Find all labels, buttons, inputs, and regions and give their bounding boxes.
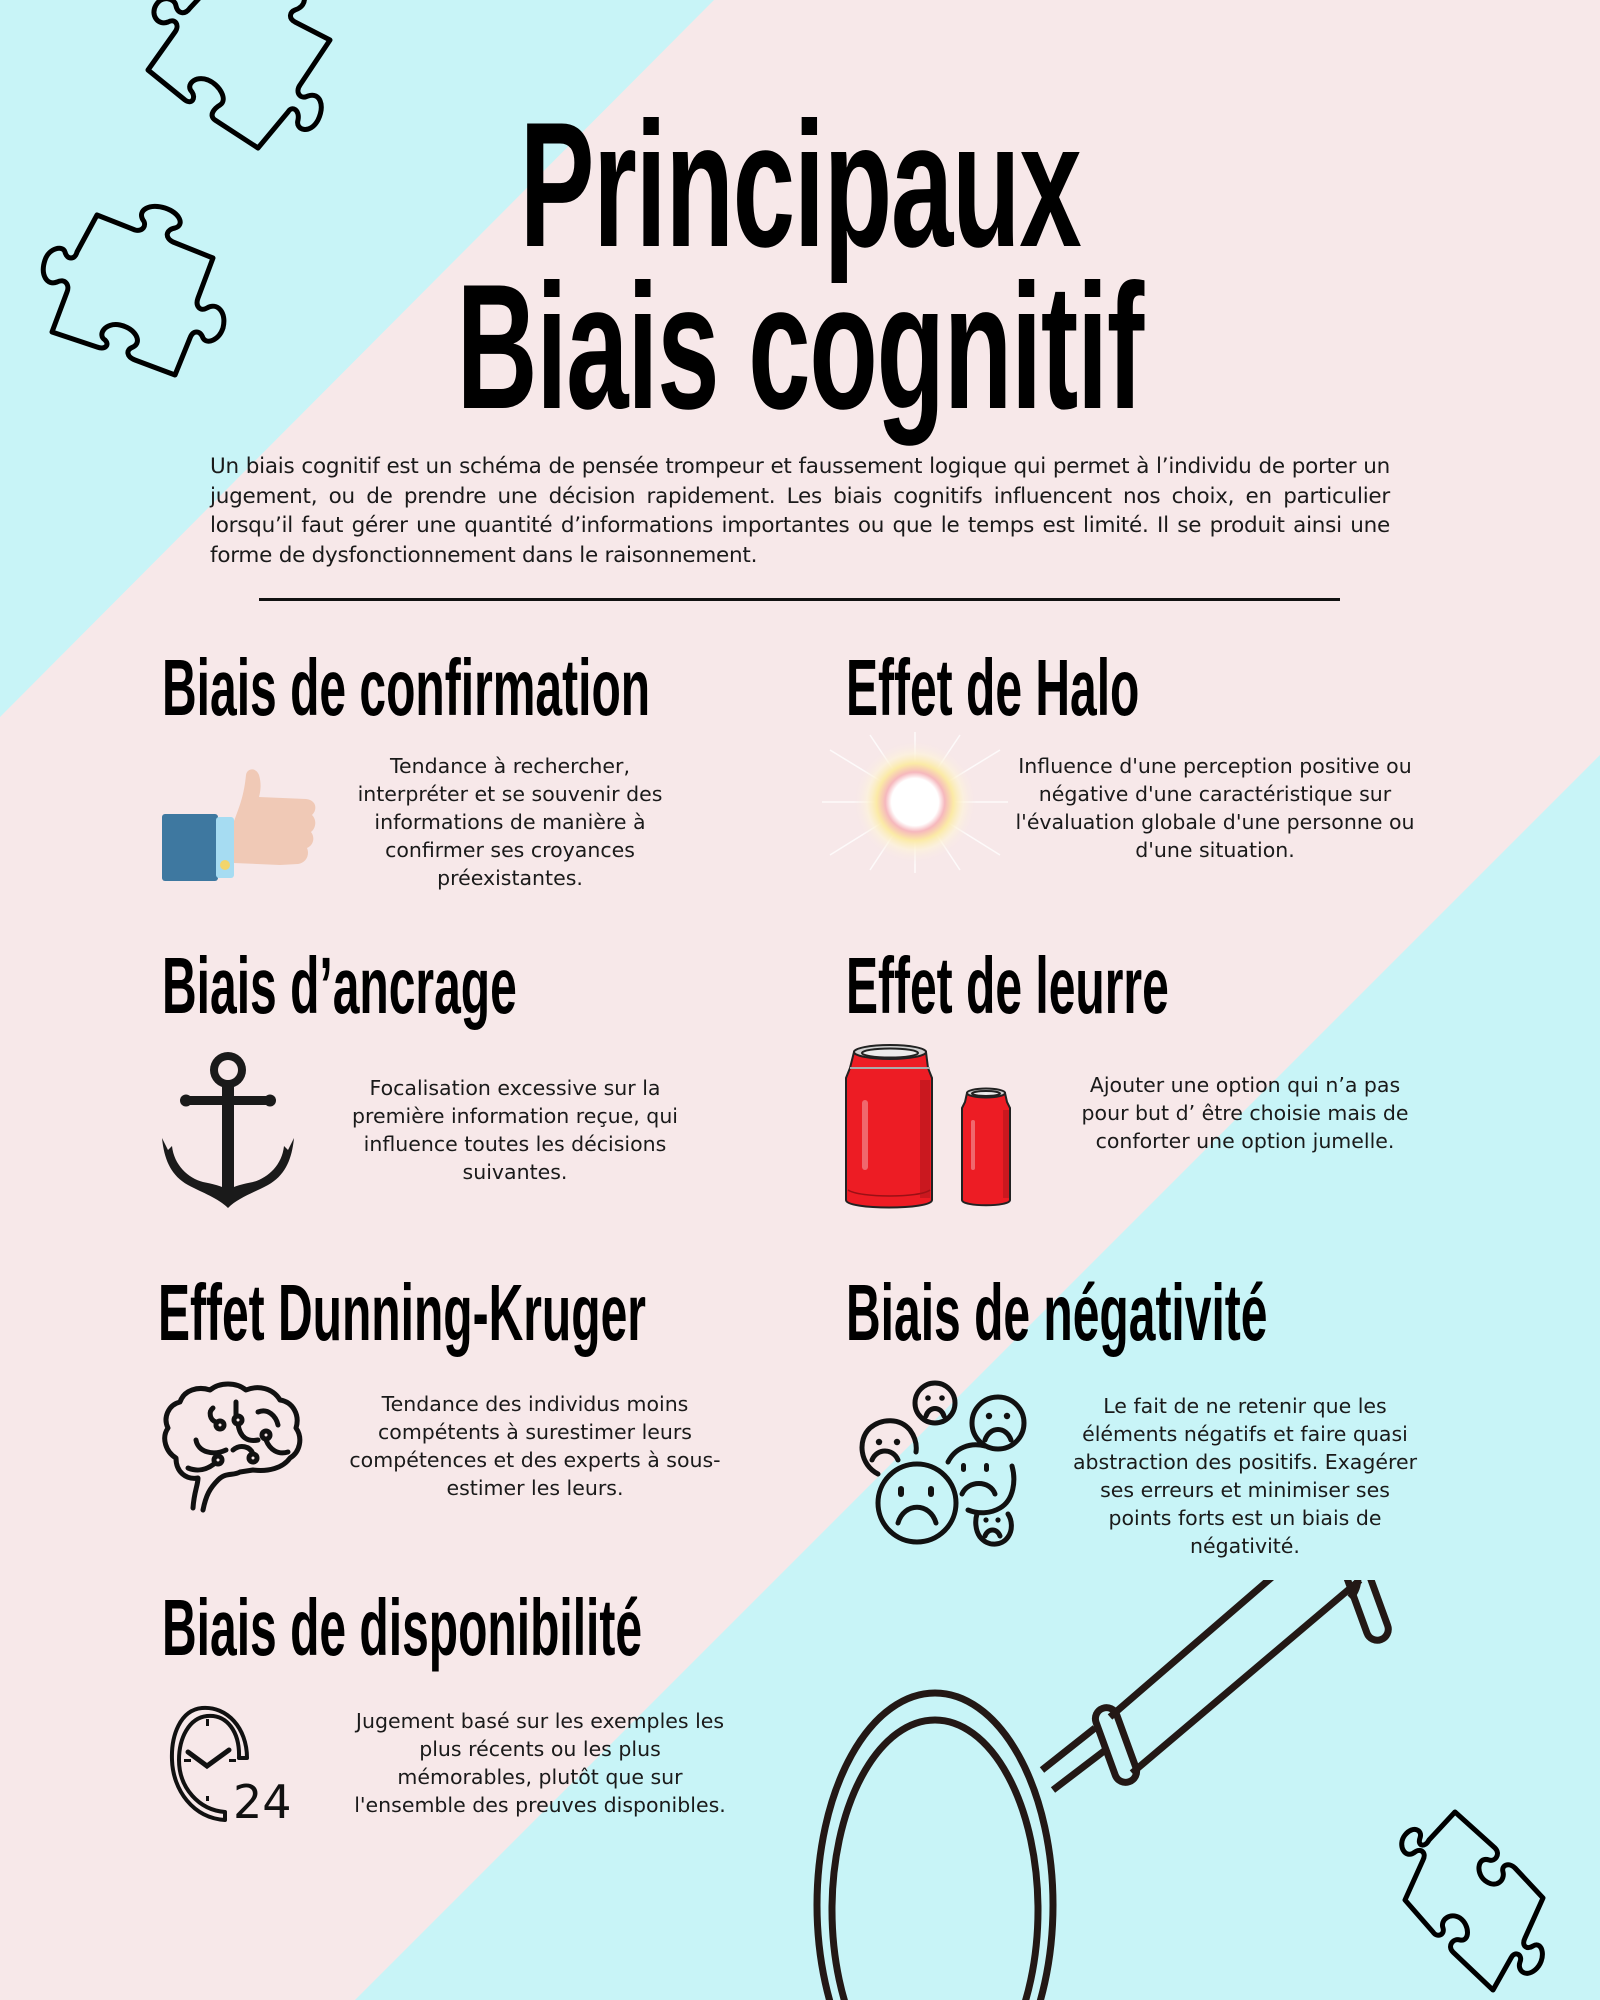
thumbs-up-icon (160, 765, 320, 885)
description-effet-de-leurre: Ajouter une option qui n’a pas pour but d’ être choisie mais de conforter une option jumelle. (1081, 1073, 1409, 1153)
description-biais-de-disponibilite: Jugement basé sur les exemples les plus récents ou les plus mémorables, plutôt que sur l'ensemble des preuves disponibles. (354, 1709, 726, 1817)
heading-biais-de-confirmation: Biais de confirmation (162, 643, 651, 732)
description-biais-de-negativite: Le fait de ne retenir que les éléments négatifs et faire quasi abstraction des positifs. Exagérer ses erreurs et minimiser ses points forts est un biais de négativité. (1072, 1394, 1418, 1558)
magnifying-glass-icon (770, 1580, 1470, 2000)
heading-effet-de-halo: Effet de Halo (846, 643, 1140, 732)
heading-effet-de-leurre: Effet de leurre (846, 941, 1169, 1030)
brain-icon (158, 1380, 308, 1515)
page-title-line-1 (0, 85, 1600, 284)
title-text: Biais cognitif (456, 247, 1144, 446)
description-biais-d-ancrage: Focalisation excessive sur la première information reçue, qui influence toutes les décisions suivantes. (351, 1076, 679, 1184)
clock-label: 24 (233, 1775, 292, 1829)
divider (259, 598, 1340, 601)
heading-effet-dunning-kruger: Effet Dunning-Kruger (158, 1268, 646, 1357)
soda-cans-icon (840, 1040, 1030, 1215)
sad-faces-icon (840, 1370, 1030, 1555)
heading-biais-d-ancrage: Biais d’ancrage (162, 941, 517, 1030)
description-effet-dunning-kruger: Tendance des individus moins compétents à surestimer leurs compétences et des experts à sous- estimer les leurs. (349, 1392, 721, 1500)
anchor-icon (158, 1050, 298, 1210)
heading-biais-de-negativite: Biais de négativité (846, 1268, 1268, 1357)
heading-biais-de-disponibilite: Biais de disponibilité (162, 1583, 643, 1672)
description-effet-de-halo: Influence d'une perception positive ou négative d'une caractéristique sur l'évaluation globale d'une personne ou d'une situation. (1015, 754, 1415, 862)
halo-glow-icon (820, 730, 1010, 875)
description-biais-de-confirmation: Tendance à rechercher, interpréter et se souvenir des informations de manière à confirmer ses croyances préexistantes. (357, 754, 663, 890)
page-title-line-2 (0, 247, 1600, 446)
intro-paragraph: Un biais cognitif est un schéma de pensée trompeur et faussement logique qui permet à l’individu de porter un jugement, ou de prendre une décision rapidement. Les biais cognitifs influencent nos choix, en particulier lorsqu’il faut gérer une quantité d’informations importantes ou que le temps est limité. Il se produit ainsi une forme de dysfonctionnement dans le raisonnement. (210, 454, 1390, 568)
title-text: Principaux (519, 85, 1081, 284)
clock-24-icon (165, 1700, 305, 1830)
